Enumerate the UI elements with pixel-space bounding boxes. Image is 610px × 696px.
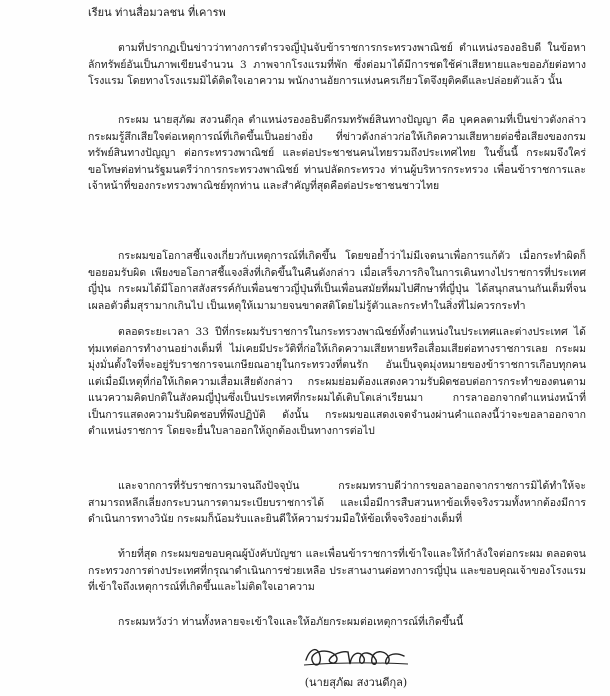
- paragraph-7: กระผมหวังว่า ท่านทั้งหลายจะเข้าใจและให้อภัยกระผมต่อเหตุการณ์ที่เกิดขึ้นนี้: [118, 616, 464, 628]
- signature-scribble-icon: [300, 638, 412, 674]
- paragraph-4: ตลอดระยะเวลา 33 ปีที่กระผมรับราชการในกระทรวงพาณิชย์ทั้งตำแหน่งในประเทศและต่างประเทศ ได้ทุ่มเทต่อการทำงานอย่างเต็มที่ ไม่เคยมีประวัติที่ก่อให้เกิดความเสียหายหรือเสื่อมเสียต่อทางราชการเลย กระผมมุ่งมั่นตั้งใจที่จะอยู่รับราชการจนเกษียณอายุในกระทรวงที่ตนรัก อันเป็นจุดมุ่งหมายของข้าราชการเกือบทุกคน แต่เมื่อมีเหตุที่ก่อให้เกิดความเสื่อมเสียดังกล่าว กระผมย่อมต้องแสดงความรับผิดชอบต่อการกระทำของตนตามแนวความคิดปกติในสังคมญี่ปุ่นซึ่งเป็นประเทศที่กระผมได้เติบโตเล่าเรียนมา การลาออกจากตำแหน่งหน้าที่เป็นการแสดงความรับผิดชอบที่พึงปฏิบัติ ดังนั้น กระผมขอแสดงเจตจำนงผ่านคำแถลงนี้ว่าจะขอลาออกจากตำแหน่งราชการ โดยจะยื่นใบลาออกให้ถูกต้องเป็นทางการต่อไป: [88, 326, 586, 437]
- paragraph-3: กระผมขอโอกาสชี้แจงเกี่ยวกับเหตุการณ์ที่เกิดขึ้น โดยขอย้ำว่าไม่มีเจตนาเพื่อการแก้ตัว เมื่อกระทำผิดก็ขอยอมรับผิด เพียงขอโอกาสชี้แจงสิ่งที่เกิดขึ้นในคืนดังกล่าว เมื่อเสร็จภารกิจในการเดินทางไปราชการที่ประเทศญี่ปุ่น กระผมได้มีโอกาสสังสรรค์กับเพื่อนชาวญี่ปุ่นที่เป็นเพื่อนสมัยที่ผมไปศึกษาที่ญี่ปุ่น ได้สนุกสนานกันเต็มที่จนเผลอตัวดื่มสุรามากเกินไป เป็นเหตุให้เมามายจนขาดสติโดยไม่รู้ตัวและกระทำในสิ่งที่ไม่ควรกระทำ: [88, 250, 586, 312]
- paragraph-5: และจากการที่รับราชการมาจนถึงปัจจุบัน กระผมทราบดีว่าการขอลาออกจากราชการมิได้ทำให้จะสามารถหลีกเลี่ยงกระบวนการตามระเบียบราชการได้ และเมื่อมีการสืบสวนหาข้อเท็จจริงรวมทั้งหากต้องมีการดำเนินการทางวินัย กระผมก็น้อมรับและยินดีให้ความร่วมมือให้ข้อเท็จจริงอย่างเต็มที่: [88, 480, 586, 525]
- salutation: เรียน ท่านสื่อมวลชน ที่เคารพ: [88, 6, 226, 19]
- handwritten-signature: [300, 638, 412, 674]
- paragraph-6: ท้ายที่สุด กระผมขอขอบคุณผู้บังคับบัญชา และเพื่อนข้าราชการที่เข้าใจและให้กำลังใจต่อกระผม ตลอดจนกระทรวงการต่างประเทศที่กรุณาดำเนินการช่วยเหลือ ประสานงานต่อทางการญี่ปุ่น และขอบคุณเจ้าของโรงแรมที่เข้าใจถึงเหตุการณ์ที่เกิดขึ้นและไม่ติดใจเอาความ: [88, 548, 586, 593]
- paragraph-2: กระผม นายสุภัฒ สงวนดีกุล ตำแหน่งรองอธิบดีกรมทรัพย์สินทางปัญญา คือ บุคคลตามที่เป็นข่าวดังกล่าว กระผมรู้สึกเสียใจต่อเหตุการณ์ที่เกิดขึ้นเป็นอย่างยิ่ง ที่ข่าวดังกล่าวก่อให้เกิดความเสียหายต่อชื่อเสียงของกรมทรัพย์สินทางปัญญา ต่อกระทรวงพาณิชย์ และต่อประชาชนคนไทยรวมถึงประเทศไทย ในขั้นนี้ กระผมจึงใคร่ขอโทษต่อท่านรัฐมนตรีว่าการกระทรวงพาณิชย์ ท่านปลัดกระทรวง ท่านผู้บริหารกระทรวง เพื่อนข้าราชการและเจ้าหน้าที่ของกระทรวงพาณิชย์ทุกท่าน และสำคัญที่สุดคือต่อประชาชนชาวไทย: [88, 114, 586, 192]
- signer-name: (นายสุภัฒ สงวนดีกุล): [304, 676, 408, 689]
- paragraph-1: ตามที่ปรากฏเป็นข่าวว่าทางการตำรวจญี่ปุ่นจับข้าราชการกระทรวงพาณิชย์ ตำแหน่งรองอธิบดี ในข้อหาลักทรัพย์อันเป็นภาพเขียนจำนวน 3 ภาพจากโรงแรมที่พัก ซึ่งต่อมาได้มีการชดใช้ค่าเสียหายและขออภัยต่อทางโรงแรม โดยทางโรงแรมมิได้ติดใจเอาความ พนักงานอัยการแห่งนครเกียวโตจึงยุติคดีและปล่อยตัวแล้ว นั้น: [88, 42, 586, 87]
